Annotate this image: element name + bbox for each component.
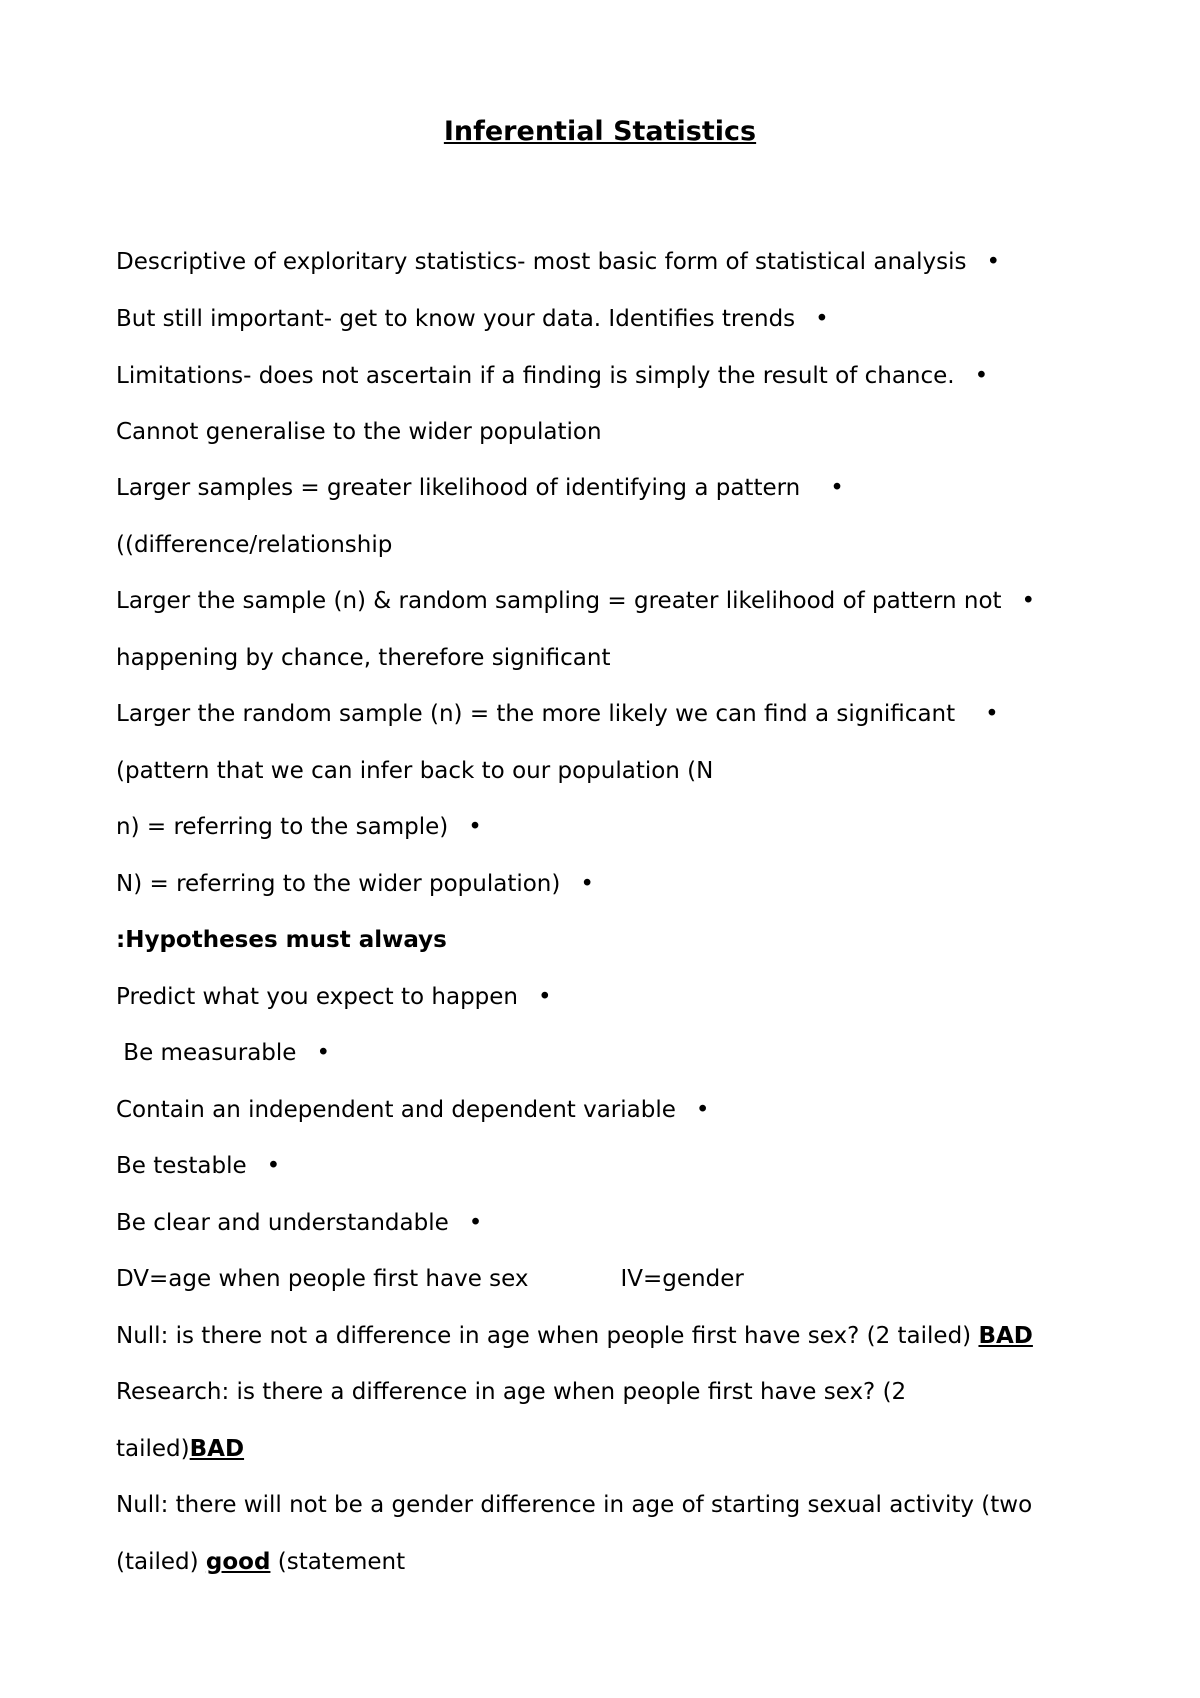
text-line (116, 1207, 482, 1239)
text-line (116, 1376, 906, 1408)
text-line (116, 585, 1035, 617)
line-text: Cannot generalise to the wider population (116, 419, 602, 445)
line-text: Larger the random sample (n) = the more likely we can find a significant (116, 701, 956, 727)
bullet-icon: • (468, 814, 482, 840)
line-text: n) = referring to the sample) (116, 814, 449, 840)
line-text: tailed) (116, 1436, 190, 1462)
bullet-icon: • (316, 1040, 331, 1066)
text-line (116, 981, 552, 1013)
text-line (116, 1094, 709, 1126)
section-heading: :Hypotheses must always (116, 927, 447, 953)
text-line (116, 303, 829, 335)
text-line (116, 642, 611, 674)
text-line (116, 529, 392, 561)
good-label: good (205, 1549, 271, 1575)
line-text: Be testable (116, 1153, 247, 1179)
text-line (116, 246, 1000, 278)
line-text: Null: there will not be a gender difference in age of starting sexual activity (two (116, 1492, 1033, 1518)
text-line (116, 472, 844, 504)
text-line (116, 416, 602, 448)
line-text: Limitations- does not ascertain if a finding is simply the result of chance. (116, 363, 955, 389)
bullet-icon: • (1021, 588, 1036, 614)
line-text: Descriptive of exploritary statistics- most basic form of statistical analysis (116, 249, 967, 275)
text-line (116, 755, 713, 787)
document-title: Inferential Statistics (443, 116, 757, 147)
bullet-icon: • (538, 984, 552, 1010)
line-text: Larger the sample (n) & random sampling = greater likelihood of pattern not (116, 588, 1002, 614)
bullet-icon: • (266, 1153, 281, 1179)
line-text: But still important- get to know your data. Identifies trends (116, 306, 796, 332)
text-line (116, 1546, 405, 1578)
bullet-icon: • (986, 249, 1001, 275)
line-text: Research: is there a difference in age when people first have sex? (2 (116, 1379, 907, 1405)
bullet-icon: • (468, 1210, 483, 1236)
line-text: Contain an independent and dependent variable (116, 1097, 676, 1123)
line-text: Null: is there not a difference in age when people first have sex? (2 tailed) (116, 1323, 979, 1349)
text-line (116, 1433, 244, 1465)
text-line (116, 868, 594, 900)
bullet-icon: • (830, 475, 844, 501)
bullet-icon: • (815, 306, 829, 332)
bad-label: BAD (978, 1323, 1033, 1349)
bullet-icon: • (695, 1097, 710, 1123)
dv-text: DV=age when people first have sex (116, 1266, 529, 1292)
text-line (116, 698, 999, 730)
line-text: (tailed) (116, 1549, 206, 1575)
text-line (116, 1037, 330, 1069)
text-line (116, 811, 482, 843)
line-text: Be measurable (116, 1040, 297, 1066)
text-line (116, 1263, 744, 1295)
iv-text: IV=gender (620, 1266, 744, 1292)
line-text: Larger samples = greater likelihood of identifying a pattern (116, 475, 801, 501)
line-text: N) = referring to the wider population) (116, 871, 561, 897)
line-text: Predict what you expect to happen (116, 984, 518, 1010)
text-line (116, 1150, 280, 1182)
line-text: (pattern that we can infer back to our population (N (116, 758, 714, 784)
line-text: Be clear and understandable (116, 1210, 449, 1236)
line-text: ((difference/relationship (116, 532, 393, 558)
line-text: happening by chance, therefore significant (116, 645, 611, 671)
text-line (116, 1320, 1033, 1352)
line-text: (statement (270, 1549, 406, 1575)
text-line (116, 360, 988, 392)
bad-label: BAD (189, 1436, 245, 1462)
bullet-icon: • (580, 871, 594, 897)
text-line (116, 1489, 1032, 1521)
bullet-icon: • (974, 363, 989, 389)
bullet-icon: • (985, 701, 999, 727)
